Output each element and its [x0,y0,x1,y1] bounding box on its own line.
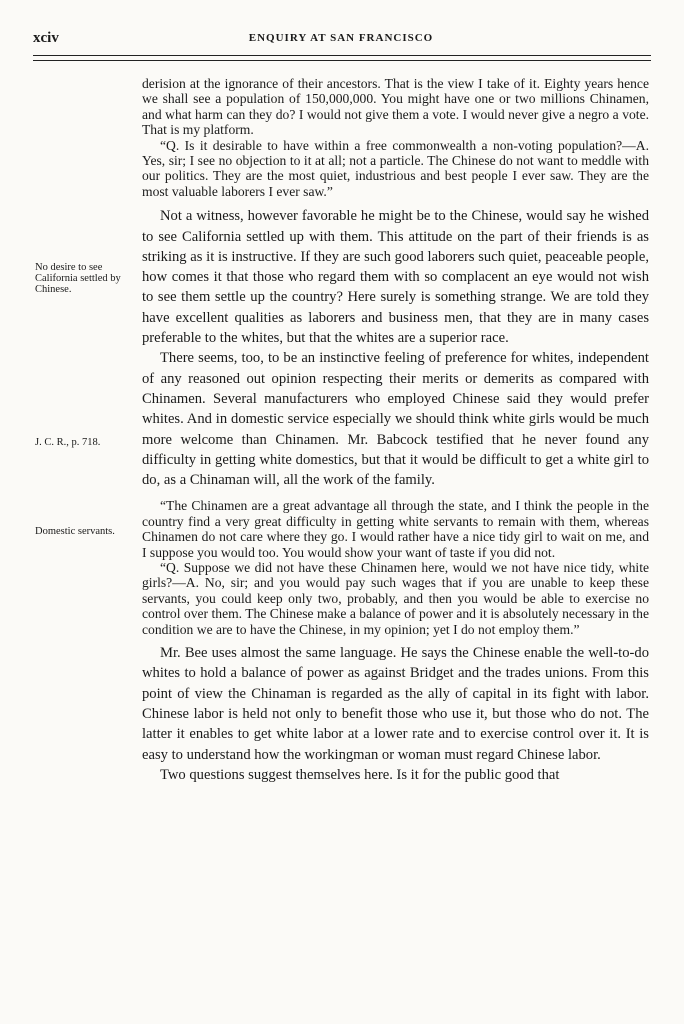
sidenote-domestic-servants: Domestic servants. [35,526,115,537]
main-text-column [142,76,649,785]
body-paragraph: There seems, too, to be an instinctive feeling of preference for whites, independent of any reasoned out opinion respecting their merits or demerits as compared with Chinamen. Several manufacturers who employed Chinese said they would prefer whites. And in domestic service especially we should think white girls would be much more welcome than Chinamen. Mr. Babcock testified that he never found any difficulty in getting white domestics, but that it would be difficult to get a white girl to do, as a Chinaman will, all the work of the family. [142,350,649,489]
body-paragraph: Two questions suggest themselves here. Is it for the public good that [160,766,560,783]
quote-paragraph: “Q. Is it desirable to have within a free commonwealth a non-voting population?—A. Yes, sir; I see no objection to it at all; not a particle. The Chinese do not want to meddle with our politics. They are the most quiet, industrious and best people I ever saw. They are the most valuable laborers I ever saw.” [142,137,649,199]
sidenote-no-desire: No desire to see California settled by Chinese. [35,262,121,295]
sidenote-jcr-reference: J. C. R., p. 718. [35,437,101,448]
running-head: ENQUIRY AT SAN FRANCISCO [248,32,434,44]
quote-paragraph: “The Chinamen are a great advantage all through the state, and I think the people in the country find a very great difficulty in getting white servants to remain with them, whereas Chinamen do not care where they go. I would rather have a nice tidy girl to wait on me, and I suppose you would too. You would show your want of taste if you did not. [142,498,649,560]
quote-block-1 [142,76,649,199]
page-header [33,30,649,50]
header-rule-top [33,55,651,56]
page-number: xciv [33,30,59,46]
quote-paragraph: derision at the ignorance of their ancestors. That is the view I take of it. Eighty years hence we shall see a population of 150,000,000. You might have one or two millions Chinamen, and what harm can they do? I would not give them a vote. I would never give a negro a vote. That is my platform. [142,76,649,138]
quote-paragraph: “Q. Suppose we did not have these Chinamen here, would we not have nice tidy, white girls?—A. No, sir; and you would pay such wages that if you are unable to keep these servants, you could keep only two, probably, and then you would be able to exercise no control over them. The Chinese make a balance of power and it is absolutely necessary in the condition we are to have the Chinese, in my opinion; yet I do not employ them.” [142,560,649,637]
body-paragraph: Not a witness, however favorable he might be to the Chinese, would say he wished to see California settled up with them. This attitude on the part of their friends is as striking as it is instructive. If they are such good laborers such quiet, peaceable people, how comes it that those who regard them with so complacent an eye would not wish to see them settle up the country? Here surely is something strange. We are told they have excellent qualities as laborers and business men, that they are in many cases preferable to the whites, but that the whites are a superior race. [142,208,649,347]
header-rule-bottom [33,60,651,61]
body-paragraph: Mr. Bee uses almost the same language. He says the Chinese enable the well-to-do whites to hold a balance of power as against Bridget and the trades unions. From this point of view the Chinaman is regarded as the ally of capital in its fight with labor. Chinese labor is held not only to benefit those who use it, but those who do not. The latter it enables to get white labor at a lower rate and to exercise control over it. It is easy to understand how the workingman or woman must regard Chinese labor. [142,645,649,763]
quote-block-2 [142,498,649,637]
